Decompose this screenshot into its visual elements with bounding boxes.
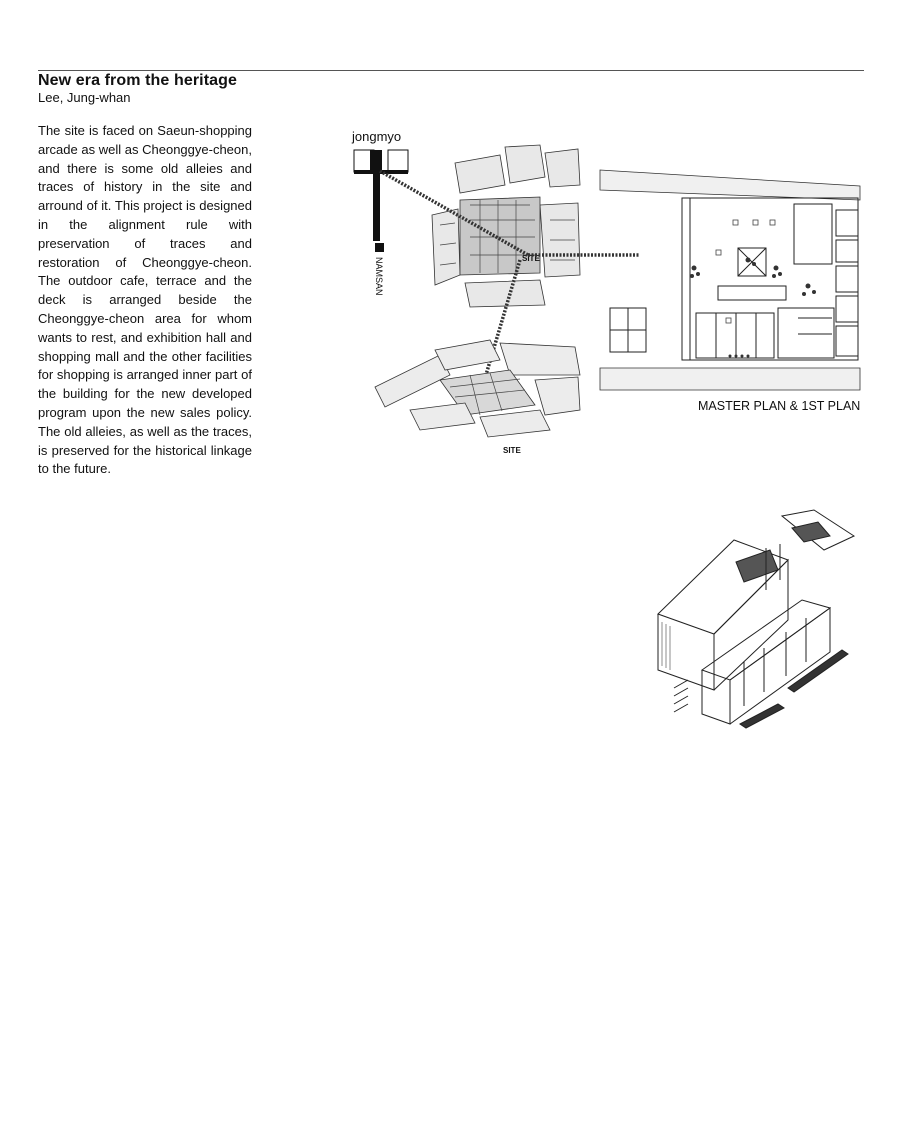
site-label-upper: SITE (522, 254, 540, 263)
lower-urban-blocks (375, 340, 580, 437)
article-title: New era from the heritage (38, 72, 237, 89)
master-plan-figure (598, 168, 862, 418)
article-body: The site is faced on Saeun-shopping arcade as well as Cheonggye-cheon, and there is some old alleies and traces of history in the site and arround of it. This project is designed in the alignment rule with preservation of traces and restoration of Cheonggye-cheon. The outdoor cafe, terrace and the deck is arranged beside the Cheonggye-cheon area for whom wants to rest, and exhibition hall and shopping mall and the other facilities for shopping is arranged inner part of the building for the new developed program upon the new sales policy. The old alleies, as well as the traces, is preserved for the historical linkage to the future. (38, 123, 252, 477)
plan-caption: MASTER PLAN & 1ST PLAN (698, 399, 861, 413)
site-map-figure (340, 125, 620, 465)
namsan-label: NAMSAN (374, 257, 384, 296)
header-rule (38, 70, 864, 71)
article-author: Lee, Jung-whan (38, 90, 131, 105)
jongmyo-label: jongmyo (352, 129, 402, 144)
axonometric-figure (654, 510, 859, 740)
site-label-lower: SITE (503, 446, 521, 455)
upper-urban-blocks (432, 145, 580, 307)
